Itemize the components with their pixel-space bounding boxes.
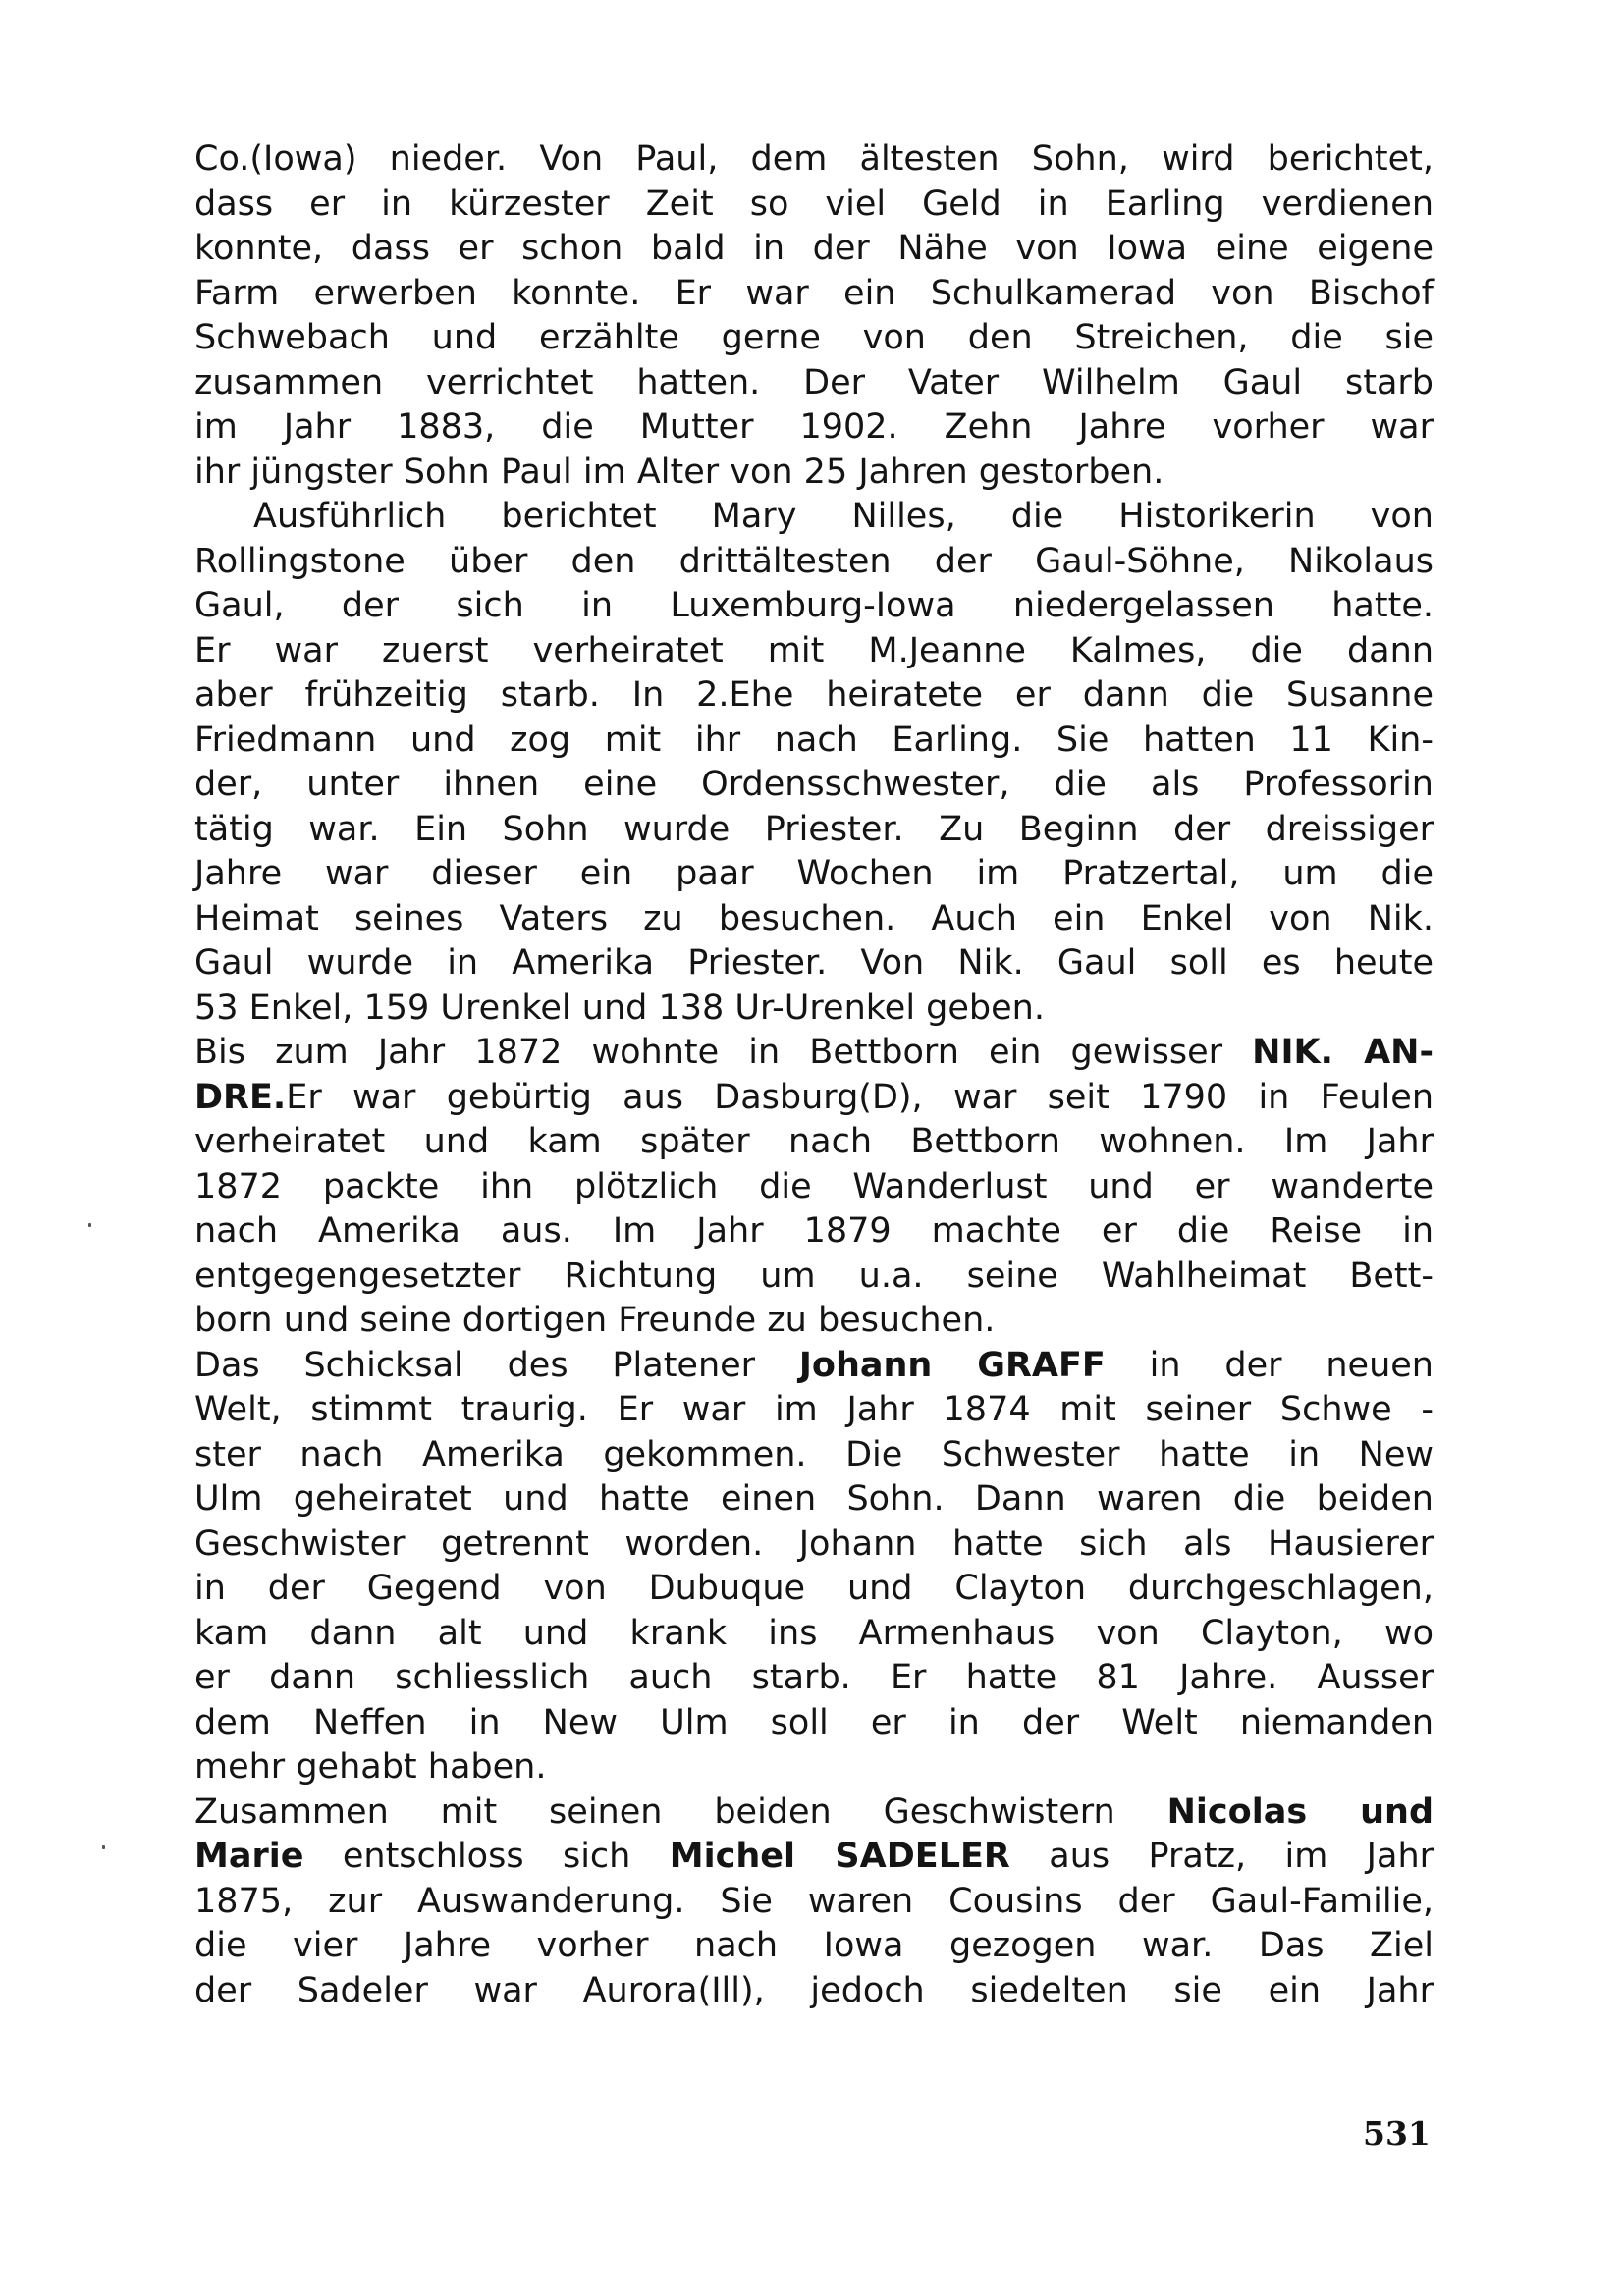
scan-speck bbox=[102, 1845, 105, 1849]
line-text: Farm erwerben konnte. Er war ein Schulkamerad von Bischof bbox=[194, 273, 1434, 313]
text-line bbox=[194, 272, 1434, 317]
text-line bbox=[194, 1344, 1434, 1389]
line-text: entgegengesetzter Richtung um u.a. seine Wahlheimat Bett- bbox=[194, 1255, 1434, 1296]
line-text: aus Pratz, im Jahr bbox=[1009, 1837, 1435, 1876]
bold-name: Marie bbox=[194, 1837, 304, 1876]
text-lines bbox=[194, 137, 1434, 2013]
line-text: in der Gegend von Dubuque und Clayton durchgeschlagen, bbox=[194, 1569, 1434, 1608]
text-line bbox=[194, 1209, 1434, 1255]
text-line bbox=[194, 808, 1434, 853]
text-line bbox=[194, 1567, 1434, 1612]
bold-name: DRE. bbox=[194, 1077, 287, 1117]
line-text: kam dann alt und krank ins Armenhaus von Clayton, wo bbox=[194, 1613, 1434, 1653]
text-line bbox=[194, 1835, 1434, 1880]
line-text: Rollingstone über den drittältesten der Gaul-Söhne, Nikolaus bbox=[194, 541, 1434, 581]
line-text: aber frühzeitig starb. In 2.Ehe heiratete er dann die Susanne bbox=[194, 675, 1434, 715]
text-line bbox=[194, 540, 1434, 585]
text-line bbox=[194, 316, 1434, 361]
text-line bbox=[194, 183, 1434, 228]
line-text: Zusammen mit seinen beiden Geschwistern bbox=[194, 1791, 1167, 1832]
page-text-block bbox=[194, 137, 1434, 2013]
line-text: Ulm geheiratet und hatte einen Sohn. Dann waren die beiden bbox=[194, 1479, 1434, 1519]
text-line bbox=[194, 763, 1434, 808]
line-text: im Jahr 1883, die Mutter 1902. Zehn Jahre vorher war bbox=[194, 407, 1434, 447]
text-line bbox=[194, 495, 1434, 540]
text-line bbox=[194, 719, 1434, 764]
line-text: Ausführlich berichtet Mary Nilles, die Historikerin von bbox=[253, 497, 1434, 536]
line-text: Schwebach und erzählte gerne von den Streichen, die sie bbox=[194, 318, 1434, 357]
text-line bbox=[194, 1433, 1434, 1478]
line-text: zusammen verrichtet hatten. Der Vater Wilhelm Gaul starb bbox=[194, 362, 1434, 402]
text-line bbox=[194, 1924, 1434, 1969]
line-text: 1872 packte ihn plötzlich die Wanderlust und er wanderte bbox=[194, 1166, 1434, 1206]
line-text: verheiratet und kam später nach Bettborn wohnen. Im Jahr bbox=[194, 1122, 1434, 1161]
line-text: die vier Jahre vorher nach Iowa gezogen war. Das Ziel bbox=[194, 1926, 1434, 1965]
line-text: Er war gebürtig aus Dasburg(D), war seit 1790 in Feulen bbox=[286, 1077, 1434, 1117]
text-line bbox=[194, 361, 1434, 406]
text-line bbox=[194, 1076, 1434, 1121]
line-text: Er war zuerst verheiratet mit M.Jeanne Kalmes, die dann bbox=[194, 630, 1434, 670]
text-line bbox=[194, 451, 1434, 496]
text-line bbox=[194, 405, 1434, 451]
line-text: nach Amerika aus. Im Jahr 1879 machte er die Reise in bbox=[194, 1211, 1434, 1251]
line-text: Geschwister getrennt worden. Johann hatte sich als Hausierer bbox=[194, 1523, 1434, 1564]
text-line bbox=[194, 1165, 1434, 1210]
line-text: Gaul wurde in Amerika Priester. Von Nik. Gaul soll es heute bbox=[194, 943, 1434, 983]
text-line bbox=[194, 584, 1434, 629]
bold-name: Johann GRAFF bbox=[798, 1345, 1106, 1385]
page-number: 531 bbox=[1363, 2114, 1431, 2153]
line-text: in der neuen bbox=[1105, 1345, 1434, 1385]
text-line bbox=[194, 1790, 1434, 1836]
text-line bbox=[194, 1701, 1434, 1746]
line-text: konnte, dass er schon bald in der Nähe von Iowa eine eigene bbox=[194, 229, 1434, 268]
text-line bbox=[194, 897, 1434, 942]
line-text: dem Neffen in New Ulm soll er in der Welt niemanden bbox=[194, 1702, 1434, 1742]
line-text: mehr gehabt haben. bbox=[194, 1747, 547, 1787]
text-line bbox=[194, 1969, 1434, 2014]
line-text: Friedmann und zog mit ihr nach Earling. Sie hatten 11 Kin- bbox=[194, 720, 1434, 760]
line-text: der Sadeler war Aurora(Ill), jedoch siedelten sie ein Jahr bbox=[194, 1970, 1434, 2010]
text-line bbox=[194, 1745, 1434, 1790]
line-text: 53 Enkel, 159 Urenkel und 138 Ur-Urenkel geben. bbox=[194, 988, 1045, 1028]
bold-name: Michel SADELER bbox=[669, 1837, 1010, 1876]
line-text: ihr jüngster Sohn Paul im Alter von 25 Jahren gestorben. bbox=[194, 452, 1164, 492]
text-line bbox=[194, 1299, 1434, 1344]
text-line bbox=[194, 227, 1434, 272]
line-text: 1875, zur Auswanderung. Sie waren Cousins der Gaul-Familie, bbox=[194, 1881, 1434, 1921]
line-text: Das Schicksal des Platener bbox=[194, 1345, 799, 1385]
text-line bbox=[194, 137, 1434, 183]
line-text: der, unter ihnen eine Ordensschwester, die als Professorin bbox=[194, 765, 1434, 804]
text-line bbox=[194, 1612, 1434, 1657]
text-line bbox=[194, 673, 1434, 719]
text-line bbox=[194, 629, 1434, 674]
text-line bbox=[194, 987, 1434, 1032]
line-text: Welt, stimmt traurig. Er war im Jahr 1874 mit seiner Schwe - bbox=[194, 1390, 1434, 1429]
text-line bbox=[194, 1120, 1434, 1165]
line-text: Co.(Iowa) nieder. Von Paul, dem ältesten Sohn, wird berichtet, bbox=[194, 139, 1434, 179]
line-text: entschloss sich bbox=[303, 1837, 670, 1876]
line-text: born und seine dortigen Freunde zu besuchen. bbox=[194, 1301, 996, 1340]
text-line bbox=[194, 1880, 1434, 1925]
text-line bbox=[194, 1031, 1434, 1076]
text-line bbox=[194, 1255, 1434, 1300]
bold-name: NIK. AN- bbox=[1252, 1033, 1434, 1072]
text-line bbox=[194, 1656, 1434, 1701]
text-line bbox=[194, 1477, 1434, 1522]
line-text: Heimat seines Vaters zu besuchen. Auch ein Enkel von Nik. bbox=[194, 898, 1434, 938]
line-text: dass er in kürzester Zeit so viel Geld in Earling verdienen bbox=[194, 184, 1434, 224]
text-line bbox=[194, 941, 1434, 987]
line-text: Jahre war dieser ein paar Wochen im Pratzertal, um die bbox=[194, 854, 1434, 893]
text-line bbox=[194, 1388, 1434, 1433]
line-text: Bis zum Jahr 1872 wohnte in Bettborn ein gewisser bbox=[194, 1033, 1253, 1072]
text-line bbox=[194, 1522, 1434, 1568]
bold-name: Nicolas und bbox=[1166, 1791, 1435, 1832]
line-text: er dann schliesslich auch starb. Er hatte 81 Jahre. Ausser bbox=[194, 1658, 1434, 1697]
text-line bbox=[194, 852, 1434, 897]
scan-speck bbox=[88, 1223, 91, 1227]
line-text: tätig war. Ein Sohn wurde Priester. Zu Beginn der dreissiger bbox=[194, 809, 1434, 849]
line-text: Gaul, der sich in Luxemburg-Iowa niedergelassen hatte. bbox=[194, 586, 1434, 625]
line-text: ster nach Amerika gekommen. Die Schwester hatte in New bbox=[194, 1434, 1434, 1474]
